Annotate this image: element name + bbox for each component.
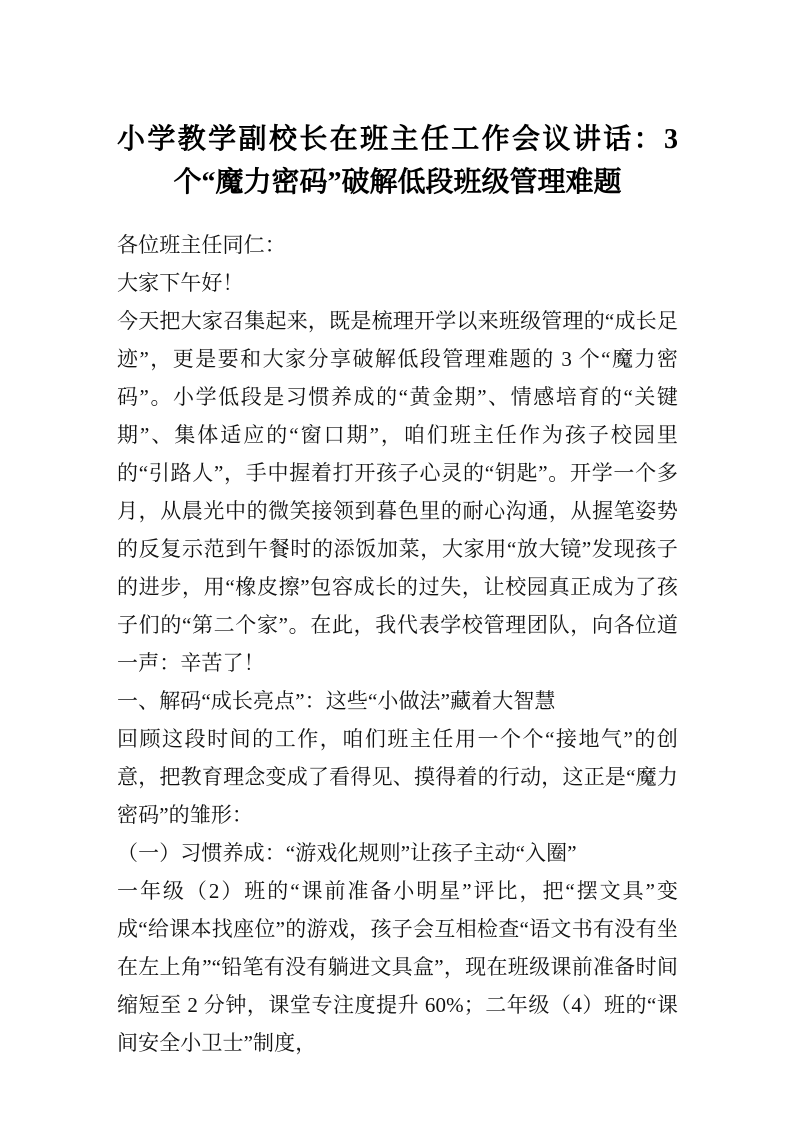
paragraph-subsection-heading-one: （一）习惯养成：“游戏化规则”让孩子主动“入圈” [117,841,577,865]
paragraph-subsection-body: 一年级（2）班的“课前准备小明星”评比，把“摆文具”变成“给课本找座位”的游戏，孩子会互相检查“语文书有没有坐在左上角”“铅笔有没有躺进文具盒”，现在班级课前准备时间缩短至 2 分钟，课堂专注度提升 60%；二年级（4）班的“课间安全小卫士”制度， [117,879,678,1055]
document-body [117,118,678,1062]
page-title: 小学教学副校长在班主任工作会议讲话：3个“魔力密码”破解低段班级管理难题 [117,124,678,198]
paragraph-greeting: 大家下午好！ [117,271,244,295]
paragraph-opening: 今天把大家召集起来，既是梳理开学以来班级管理的“成长足迹”，更是要和大家分享破解低段管理难题的 3 个“魔力密码”。小学低段是习惯养成的“黄金期”、情感培育的“关键期”、集体适应的“窗口期”，咱们班主任作为孩子校园里的“引路人”，手中握着打开孩子心灵的“钥匙”。开学一个多月，从晨光中的微笑接领到暮色里的耐心沟通，从握笔姿势的反复示范到午餐时的添饭加菜，大家用“放大镜”发现孩子的进步，用“橡皮擦”包容成长的过失，让校园真正成为了孩子们的“第二个家”。在此，我代表学校管理团队，向各位道一声：辛苦了！ [117,309,678,675]
paragraph-section-intro: 回顾这段时间的工作，咱们班主任用一个个“接地气”的创意，把教育理念变成了看得见、摸得着的行动，这正是“魔力密码”的雏形： [117,727,678,827]
paragraph-salutation: 各位班主任同仁： [117,233,286,257]
paragraph-section-heading-one: 一、解码“成长亮点”：这些“小做法”藏着大智慧 [117,689,556,713]
